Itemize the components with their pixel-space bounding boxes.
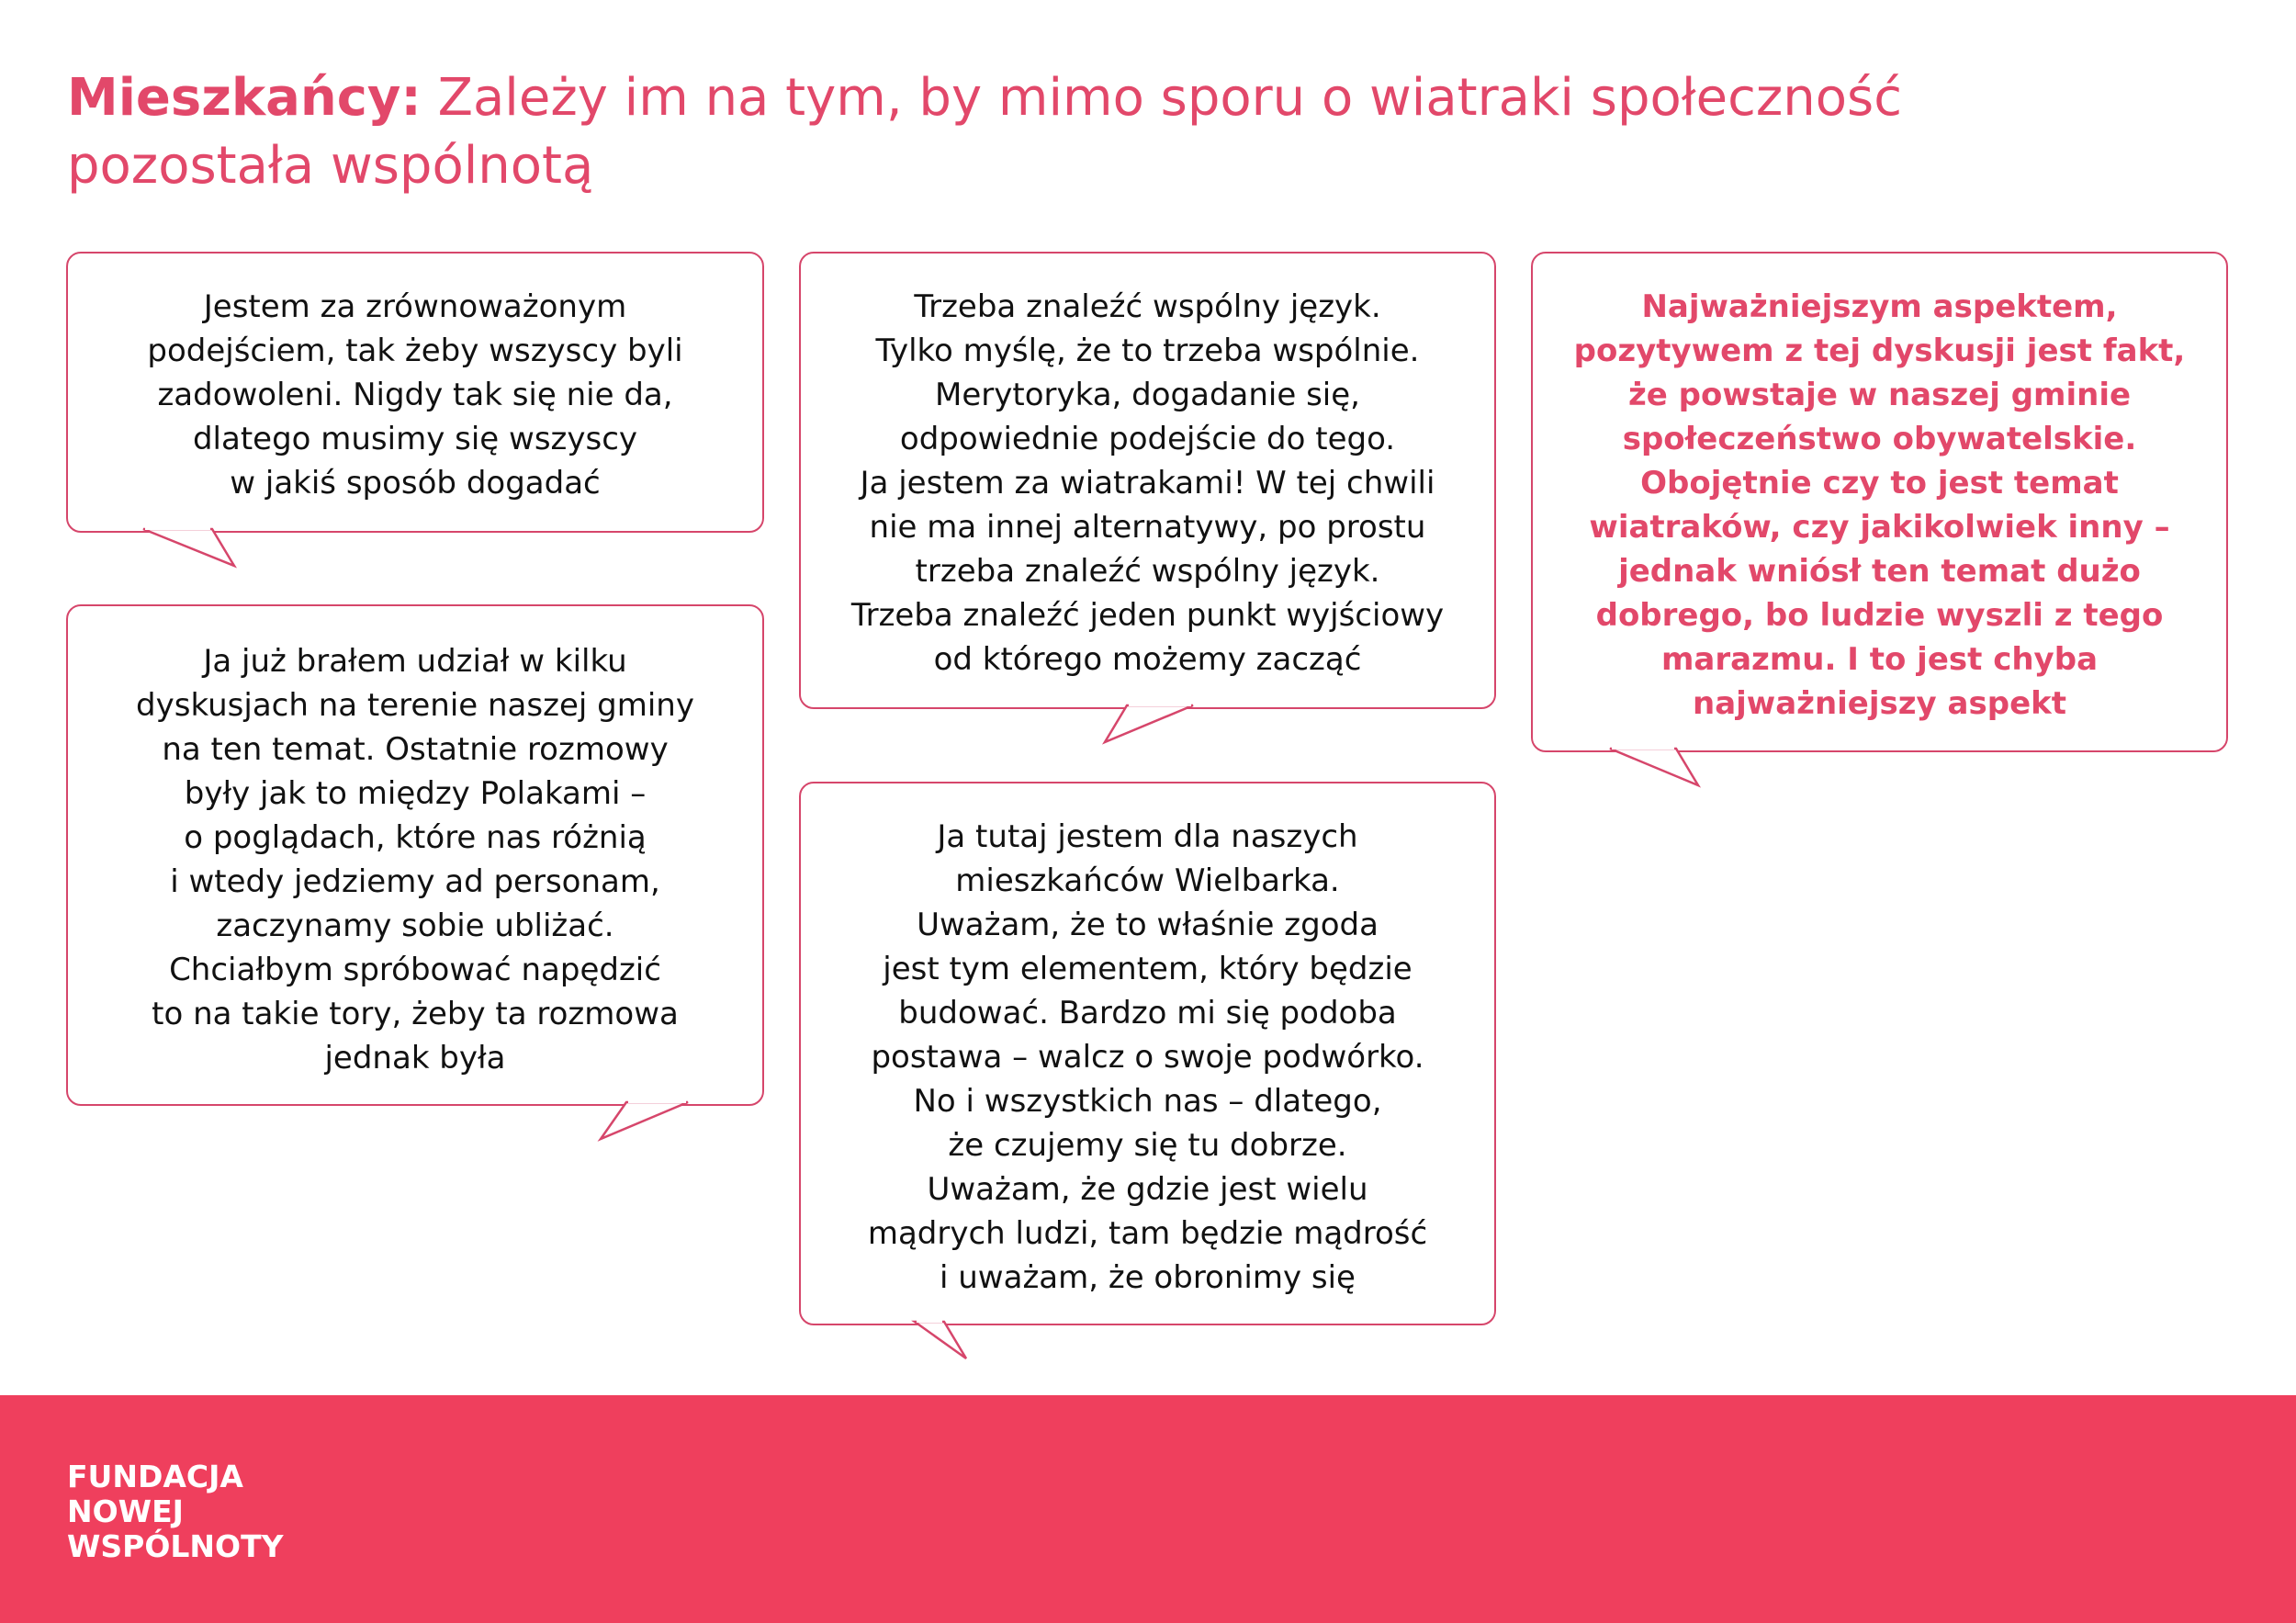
page-title	[67, 64, 2179, 200]
quote-line: Chciałbym spróbować napędzić	[169, 952, 661, 988]
speech-tail	[1531, 749, 2229, 789]
quote-line: zadowoleni. Nigdy tak się nie da,	[157, 377, 673, 413]
quote-bubble-3	[799, 252, 1496, 709]
quote-line: jednak wniósł ten temat dużo	[1618, 553, 2141, 590]
quote-line: pozytywem z tej dyskusji jest fakt,	[1573, 332, 2186, 369]
speech-tail	[799, 1322, 1497, 1362]
quote-line: to na takie tory, żeby ta rozmowa	[152, 996, 679, 1032]
quote-line: Najważniejszym aspektem,	[1641, 288, 2118, 325]
quote-line: Trzeba znaleźć wspólny język.	[914, 288, 1381, 325]
quote-line: mądrych ludzi, tam będzie mądrość	[867, 1215, 1428, 1252]
quote-line: Ja już brałem udział w kilku	[203, 643, 627, 680]
speech-tail	[799, 705, 1497, 746]
quote-line: i wtedy jedziemy ad personam,	[170, 863, 660, 900]
quote-line: jednak była	[324, 1040, 506, 1076]
quote-line: Obojętnie czy to jest temat	[1640, 465, 2119, 502]
quote-line: postawa – walcz o swoje podwórko.	[871, 1039, 1424, 1076]
quote-line: najważniejszy aspekt	[1693, 685, 2066, 722]
fundacja-logo	[67, 1460, 284, 1564]
quote-line: zaczynamy sobie ubliżać.	[216, 907, 614, 944]
quote-bubble-5	[1531, 252, 2228, 752]
quote-line: od którego możemy zacząć	[933, 641, 1362, 678]
footer-band	[0, 1395, 2296, 1623]
quote-line: Trzeba znaleźć jeden punkt wyjściowy	[850, 597, 1445, 634]
quote-line: społeczeństwo obywatelskie.	[1622, 421, 2137, 457]
quote-line: dobrego, bo ludzie wyszli z tego	[1595, 597, 2164, 634]
quote-line: wiatraków, czy jakikolwiek inny –	[1589, 509, 2170, 546]
quote-line: i uważam, że obronimy się	[940, 1259, 1356, 1296]
quote-bubble-2	[66, 604, 764, 1106]
quote-line: jest tym elementem, który będzie	[883, 951, 1412, 987]
logo-line: WSPÓLNOTY	[67, 1528, 284, 1564]
speech-tail	[66, 1102, 764, 1143]
quote-line: że powstaje w naszej gminie	[1627, 377, 2132, 413]
quote-bubble-1	[66, 252, 764, 533]
quote-line: Uważam, że to właśnie zgoda	[917, 907, 1379, 943]
quote-line: że czujemy się tu dobrze.	[948, 1127, 1347, 1164]
quote-line: dyskusjach na terenie naszej gminy	[136, 687, 694, 724]
quote-line: Uważam, że gdzie jest wielu	[927, 1171, 1368, 1208]
quote-line: budować. Bardzo mi się podoba	[898, 995, 1397, 1031]
title-rest: Zależy im na tym, by mimo sporu o wiatraki społeczność	[421, 68, 1903, 128]
quote-line: podejściem, tak żeby wszyscy byli	[147, 332, 683, 369]
quote-line: były jak to między Polakami –	[184, 775, 647, 812]
quote-line: Jestem za zrównoważonym	[203, 288, 627, 325]
quote-line: w jakiś sposób dogadać	[230, 465, 601, 502]
quote-line: dlatego musimy się wszyscy	[192, 421, 638, 457]
quote-line: Ja jestem za wiatrakami! W tej chwili	[860, 465, 1435, 502]
quote-line: nie ma innej alternatywy, po prostu	[869, 509, 1426, 546]
quote-line: na ten temat. Ostatnie rozmowy	[162, 731, 669, 768]
logo-line: FUNDACJA	[67, 1459, 243, 1494]
quote-line: o poglądach, które nas różnią	[184, 819, 647, 856]
quote-line: Ja tutaj jestem dla naszych	[937, 818, 1358, 855]
quote-line: No i wszystkich nas – dlatego,	[913, 1083, 1382, 1120]
quote-line: marazmu. I to jest chyba	[1660, 641, 2099, 678]
quote-line: mieszkańców Wielbarka.	[955, 862, 1340, 899]
quote-line: odpowiednie podejście do tego.	[899, 421, 1396, 457]
speech-tail	[66, 529, 764, 569]
title-bold: Mieszkańcy:	[67, 68, 422, 128]
quote-line: Tylko myślę, że to trzeba wspólnie.	[875, 332, 1420, 369]
quote-line: trzeba znaleźć wspólny język.	[915, 553, 1380, 590]
quote-line: Merytoryka, dogadanie się,	[935, 377, 1360, 413]
title-line2: pozostała wspólnotą	[67, 136, 594, 196]
logo-line: NOWEJ	[67, 1493, 184, 1529]
quote-bubble-4	[799, 782, 1496, 1325]
